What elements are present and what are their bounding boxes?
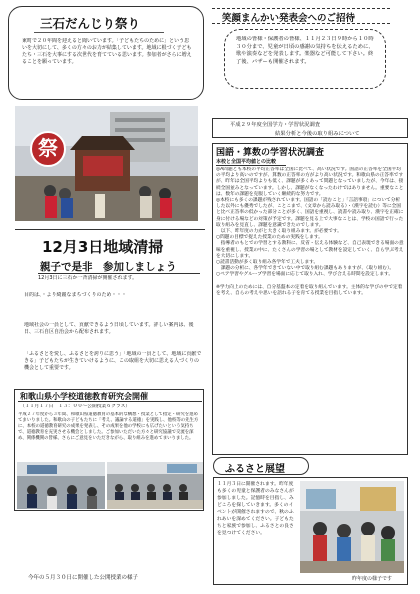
study-body: ◎A問題とも本校の平均正答率は全国に比べて、高い状況です。国語の正答率を全国平均の平均より高いのですが、算数の正答率の方がより高い状況です。和歌山県の正答率ですが、昨年は全国平均よりも低く、課題が多くあって問題となっていましたが、今年は、接続全国並みとなっています。しかし、課題がなくなったわけではありません。重要なことは、数年の課題を克服していく継続的な努力です。 ◎本校にも多くの課題が残されています。国語の「読むこと」「言語事項」について分析した以外にも優秀でしたが、ことこまで、（文章から読み取る）・（漢字を読む）等に全国と比べ正答率の低かった部分ことが多く、国語を重視し、読書や読み取り、漢字を正確に身に付ける場などの対策が予定です。課題を見る上で大事なことは、学校の国語で行った取り組みを見直し、課題を意識できたのでします。 以下、昨年度の力がと大きく取り組みます。が必要です。 ○問題の目標で捉えた授業のための実践をします。 指導者のもとでの学習とする教科に、反省・伝える体験など、自己表現できる場面の意味を重視し、授業の中に、たくさんの学習の場として教材を設定していく、自ら学ぶ考えを大切にします。 ○読書活動が多く取り組み各学年で工夫します。 課題の分析に、各学年できていない中で取り組む課題もありますが、（取り組む）。 ○ペア学習やグループ学習を場面に応じて取り入れ、学び合える時間を設定します。 ※学力向上のためには、自分基盤本の定着を取り組んでいます。主体的な学びの中で定着を考え、自らの考えや思いを語れる子を育てる授業を目指しています。 [216,167,404,297]
study-caption-line2: 結果分析と今後の取り組みについて [275,131,360,137]
seminar-date-line: （１１月１７日 １３：００～公開授業６クラス） [20,404,131,409]
event-crowd-image [300,481,404,573]
cleanup-body2: 「ふるさとを愛し、ふるさとを誇りに思う」「地域の一員として、地域に貢献できる」子どもたちが生きていけるように、この取組を大切に思える人づくりの機会として重要です。 [24,351,202,372]
seminar-title-underline [18,401,202,402]
study-title: 国語・算数の学習状況調査 [216,148,325,158]
danjiri-body: 東町で２０年間を迎えると聞いています。「子どもたちのために」という思いを大切にして、多くの方々のお力が結集しています。地域に根づく子どもたち・三石を大事にする次世代を育てている思います。参加者がさらに増えることを願っています。 [22,38,192,65]
danjiri-title-underline [34,32,164,33]
study-caption-line1: 平成２９年度全国学力・学習状況調査 [230,122,321,128]
manzai-title: 笑顔まんかい発表会へのご招待 [222,13,356,24]
cleanup-purpose: 目的は、・より綺麗なまちづくりのため・・・ [24,292,127,298]
seminar-title: 和歌山県小学校道徳教育研究会開催 [20,392,148,401]
classroom-image [17,462,105,509]
cleanup-subtitle: 親子で是非 参加しましょう [40,261,177,273]
cleanup-title: 12月3日地域清掃 [42,238,164,256]
meeting-room-image [107,462,203,509]
meeting-caption: 今年の５月３０日に開催した公開授業の様子 [28,575,139,581]
meeting-photo-right [107,462,203,509]
cleanup-top-line [15,229,205,230]
furusato-body: １１月３日に開催されます。昨年度も多くの児童と保護者のみなさんが参加しました。記憶時を目指し、みどころを探していきます。多くのイベントが開催されますので、秋のふれあいを深めてください。子どもたちと家族で参加し、ふるさとの良さを見つけてください。 [217,482,294,536]
study-subtitle-underline [216,165,286,166]
manzai-body: 地域の皆様・保護者の皆様、１１月２３日９時から１０時３０分まで、児童が日頃の感謝の気持ちを伝えるために、歌や演奏などを発表します。楽器など可能して下さい。終了後、バザーも開催されます。 [236,36,374,65]
seminar-body: 平成２７年度から３年間、和歌山県道徳教育の基本的な構想・授業として指定・研究を進めてまいりました。和歌山の子どもたちに「考え、議論する道徳」を実践し、他校等の先生方に、本校の道徳教育研究の成果を発表し、その成果を他の学校にも広げたいという気持ちで、道徳教育を充実させる機会としました。ご参加いただいた方々と研究協議で交流を深め、関係機関の皆様、さらにご意見をいただきながら、取り組みを進めてまいりました。 [18,412,199,441]
danjiri-title: 三石だんじり祭り [40,16,141,31]
cleanup-date-line: 12月3日に三石か一斉清掃が開催されます。 [38,275,138,281]
cleanup-subtitle-underline [38,273,200,274]
study-subtitle: 本校と全国平均値との比較 [216,159,277,165]
furusato-photo [300,481,404,573]
furusato-photo-caption: 昨年度の様子です [352,576,393,582]
furusato-title: ふるさと展望 [225,464,285,475]
cleanup-body1: 地域社会の一員として、貢献できるよう日頃しています。詳しい案内は、後日、三石自区自治会から配布されます。 [24,322,194,336]
festival-stamp-badge: 祭 [30,131,66,167]
meeting-photo-left [17,462,105,509]
